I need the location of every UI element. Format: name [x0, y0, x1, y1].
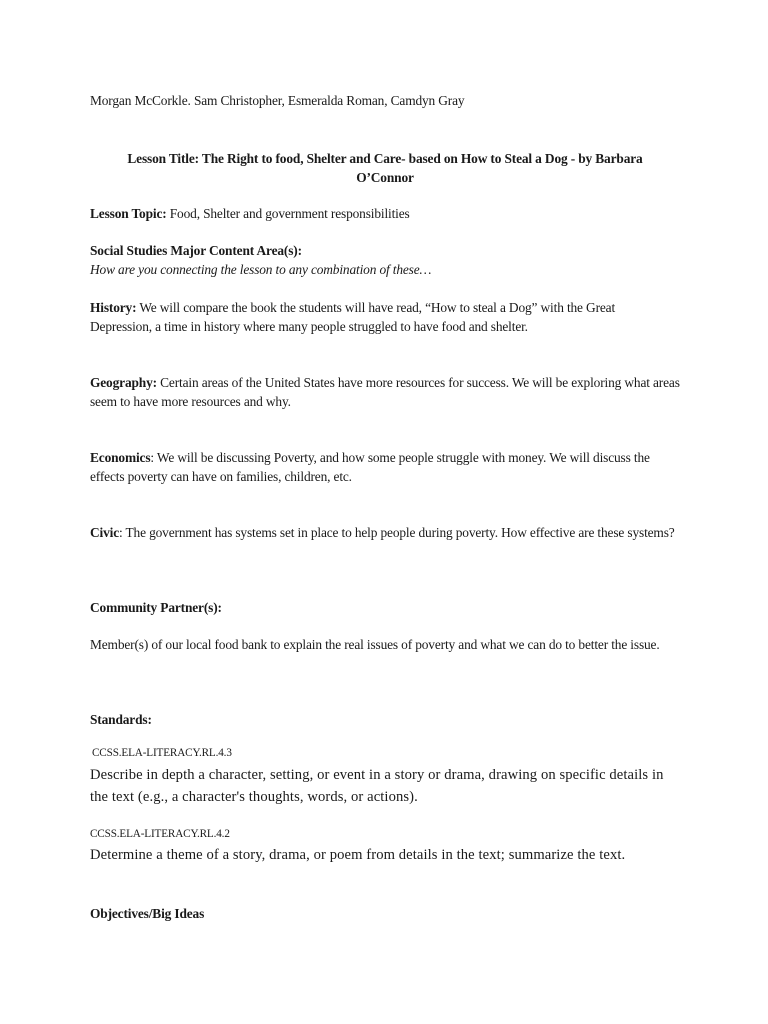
history-paragraph: [90, 298, 680, 336]
lesson-title-line-1: Lesson Title: The Right to food, Shelter and Care- based on How to Steal a Dog - by Barbara: [127, 151, 643, 166]
lesson-topic-text: Food, Shelter and government responsibilities: [166, 206, 410, 221]
objectives-heading: Objectives/Big Ideas: [90, 906, 205, 921]
civic-text: : The government has systems set in place to help people during poverty. How effective are these systems?: [119, 525, 675, 540]
standard-description: Determine a theme of a story, drama, or poem from details in the text; summarize the text.: [90, 847, 626, 863]
lesson-title-line-2: O’Connor: [356, 170, 414, 185]
content-area-subtext: How are you connecting the lesson to any combination of these…: [90, 262, 432, 277]
community-partner-text: Member(s) of our local food bank to explain the real issues of poverty and what we can do to better the issue.: [90, 637, 660, 652]
document-page: [90, 0, 680, 1024]
standard-description: Describe in depth a character, setting, or event in a story or drama, drawing on specific details in the text (e.g., a character's thoughts, words, or actions).: [90, 767, 664, 805]
history-label: History:: [90, 300, 137, 315]
economics-paragraph: [90, 448, 680, 486]
authors-line: Morgan McCorkle. Sam Christopher, Esmeralda Roman, Camdyn Gray: [90, 93, 465, 108]
geography-paragraph: [90, 373, 680, 411]
standards-heading: Standards:: [90, 712, 152, 727]
geography-text: Certain areas of the United States have more resources for success. We will be exploring what areas seem to have more resources and why.: [90, 375, 680, 409]
history-text: We will compare the book the students will have read, “How to steal a Dog” with the Great Depression, a time in history where many people struggled to have food and shelter.: [90, 300, 616, 334]
geography-label: Geography:: [90, 375, 157, 390]
standard-code: CCSS.ELA-LITERACY.RL.4.3: [92, 747, 232, 759]
civic-label: Civic: [90, 525, 119, 540]
content-area-heading: Social Studies Major Content Area(s):: [90, 243, 302, 258]
standard-code: CCSS.ELA-LITERACY.RL.4.2: [90, 828, 230, 840]
economics-text: : We will be discussing Poverty, and how some people struggle with money. We will discuss the effects poverty can have on families, children, etc.: [90, 450, 650, 484]
economics-label: Economics: [90, 450, 151, 465]
content-area-section: [90, 241, 680, 279]
community-partner-heading: Community Partner(s):: [90, 600, 222, 615]
lesson-topic-label: Lesson Topic:: [90, 206, 167, 221]
lesson-title: [90, 149, 680, 187]
civic-paragraph: [90, 523, 680, 542]
lesson-topic: [90, 204, 680, 223]
